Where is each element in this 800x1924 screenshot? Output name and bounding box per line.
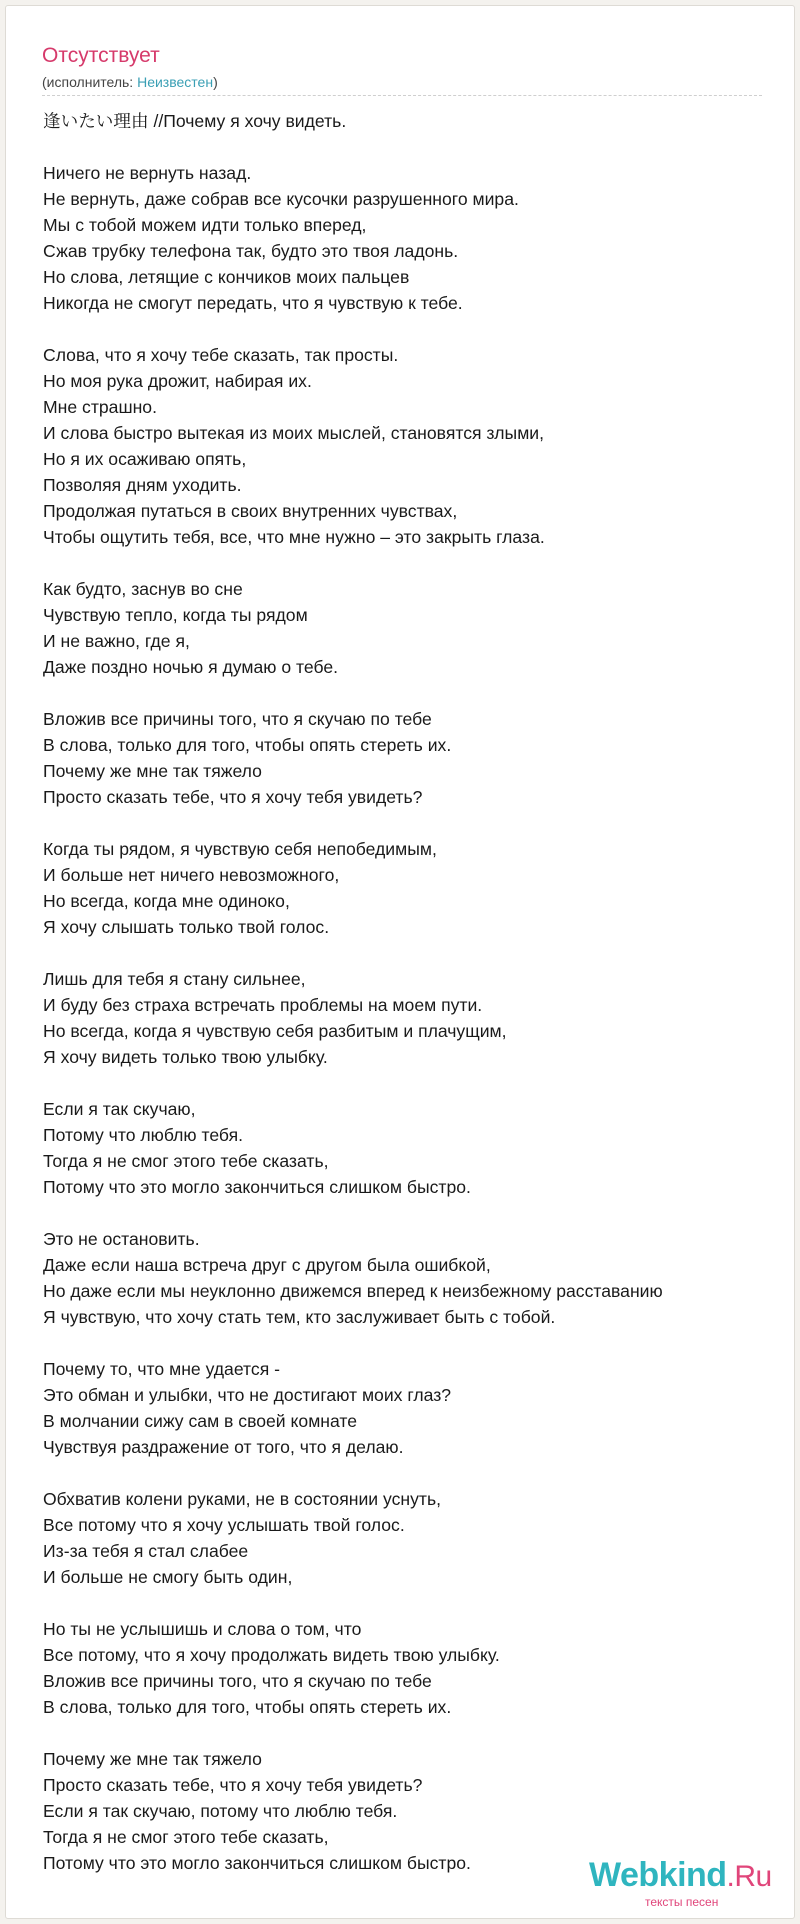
lyric-line: Мы с тобой можем идти только вперед, xyxy=(43,215,367,235)
lyric-line: Но я их осаживаю опять, xyxy=(43,449,247,469)
lyric-line: Слова, что я хочу тебе сказать, так просты. xyxy=(43,345,399,365)
lyric-line: Это не остановить. xyxy=(43,1229,200,1249)
lyric-line: Чувствуя раздражение от того, что я делаю. xyxy=(43,1437,404,1457)
lyric-line: Даже поздно ночью я думаю о тебе. xyxy=(43,657,339,677)
lyric-line: И не важно, где я, xyxy=(43,631,190,651)
lyric-line: Потому что это могло закончиться слишком быстро. xyxy=(43,1853,471,1873)
lyrics-body xyxy=(43,108,768,1902)
lyric-line: Почему же мне так тяжело xyxy=(43,1749,262,1769)
lyric-line: Тогда я не смог этого тебе сказать, xyxy=(43,1827,329,1847)
lyrics-stanza xyxy=(43,1356,768,1460)
lyric-line: Но всегда, когда мне одиноко, xyxy=(43,891,290,911)
lyric-line: 逢いたい理由 //Почему я хочу видеть. xyxy=(43,111,347,131)
lyrics-stanza xyxy=(43,1616,768,1720)
lyric-line: Потому что люблю тебя. xyxy=(43,1125,244,1145)
lyric-line: И больше не смогу быть один, xyxy=(43,1567,293,1587)
logo-tld: .Ru xyxy=(726,1860,772,1893)
lyric-line: Но всегда, когда я чувствую себя разбитым и плачущим, xyxy=(43,1021,507,1041)
lyric-line: Мне страшно. xyxy=(43,397,157,417)
logo-tagline: тексты песен xyxy=(645,1895,719,1909)
lyric-line: Ничего не вернуть назад. xyxy=(43,163,252,183)
lyric-line: Не вернуть, даже собрав все кусочки разрушенного мира. xyxy=(43,189,519,209)
lyric-line: Я хочу слышать только твой голос. xyxy=(43,917,330,937)
lyric-line: Я хочу видеть только твою улыбку. xyxy=(43,1047,328,1067)
lyrics-page xyxy=(5,5,795,1919)
lyric-line: Когда ты рядом, я чувствую себя непобедимым, xyxy=(43,839,437,859)
lyric-line: Как будто, заснув во сне xyxy=(43,579,243,599)
artist-suffix: ) xyxy=(213,74,218,90)
divider xyxy=(42,95,762,96)
artist-link[interactable]: Неизвестен xyxy=(137,74,214,90)
lyric-line: Чувствую тепло, когда ты рядом xyxy=(43,605,308,625)
lyric-line: Все потому, что я хочу продолжать видеть твою улыбку. xyxy=(43,1645,500,1665)
lyric-line: В слова, только для того, чтобы опять стереть их. xyxy=(43,735,452,755)
lyric-line: Это обман и улыбки, что не достигают моих глаз? xyxy=(43,1385,452,1405)
lyric-line: Если я так скучаю, xyxy=(43,1099,196,1119)
lyrics-stanza xyxy=(43,836,768,940)
lyric-line: И буду без страха встречать проблемы на моем пути. xyxy=(43,995,483,1015)
lyric-line: Никогда не смогут передать, что я чувствую к тебе. xyxy=(43,293,463,313)
lyrics-stanza xyxy=(43,108,768,134)
lyric-line: Но слова, летящие с кончиков моих пальцев xyxy=(43,267,410,287)
lyric-line: В слова, только для того, чтобы опять стереть их. xyxy=(43,1697,452,1717)
song-title: Отсутствует xyxy=(42,44,160,67)
artist-prefix: (исполнитель: xyxy=(42,74,138,90)
lyric-line: Потому что это могло закончиться слишком быстро. xyxy=(43,1177,471,1197)
lyric-line: Но ты не услышишь и слова о том, что xyxy=(43,1619,362,1639)
lyric-line: Просто сказать тебе, что я хочу тебя увидеть? xyxy=(43,1775,423,1795)
lyric-line: Но моя рука дрожит, набирая их. xyxy=(43,371,312,391)
webkind-logo[interactable] xyxy=(589,1856,789,1916)
lyric-line: Лишь для тебя я стану сильнее, xyxy=(43,969,306,989)
lyric-line: Я чувствую, что хочу стать тем, кто заслуживает быть с тобой. xyxy=(43,1307,556,1327)
lyrics-stanza xyxy=(43,1096,768,1200)
logo-name: Webkind xyxy=(589,1856,727,1894)
lyrics-stanza xyxy=(43,342,768,550)
lyric-line: Сжав трубку телефона так, будто это твоя ладонь. xyxy=(43,241,459,261)
lyric-line: Тогда я не смог этого тебе сказать, xyxy=(43,1151,329,1171)
artist-line xyxy=(42,74,218,90)
lyric-line: Вложив все причины того, что я скучаю по тебе xyxy=(43,1671,432,1691)
lyrics-stanza xyxy=(43,706,768,810)
lyric-line: Если я так скучаю, потому что люблю тебя. xyxy=(43,1801,398,1821)
lyric-line: Даже если наша встреча друг с другом была ошибкой, xyxy=(43,1255,491,1275)
lyric-line: Позволяя дням уходить. xyxy=(43,475,242,495)
lyrics-stanza xyxy=(43,966,768,1070)
lyric-line: Но даже если мы неуклонно движемся вперед к неизбежному расставанию xyxy=(43,1281,663,1301)
lyric-line: И больше нет ничего невозможного, xyxy=(43,865,340,885)
lyric-line: Просто сказать тебе, что я хочу тебя увидеть? xyxy=(43,787,423,807)
lyrics-stanza xyxy=(43,1226,768,1330)
lyric-line: И слова быстро вытекая из моих мыслей, становятся злыми, xyxy=(43,423,545,443)
lyric-line: Обхватив колени руками, не в состоянии уснуть, xyxy=(43,1489,442,1509)
lyric-line: Продолжая путаться в своих внутренних чувствах, xyxy=(43,501,458,521)
lyric-line: Почему то, что мне удается - xyxy=(43,1359,280,1379)
lyric-line: Чтобы ощутить тебя, все, что мне нужно – это закрыть глаза. xyxy=(43,527,545,547)
lyric-line: Почему же мне так тяжело xyxy=(43,761,262,781)
lyric-line: Вложив все причины того, что я скучаю по тебе xyxy=(43,709,432,729)
lyric-line: В молчании сижу сам в своей комнате xyxy=(43,1411,358,1431)
lyric-line: Из-за тебя я стал слабее xyxy=(43,1541,249,1561)
lyrics-stanza xyxy=(43,160,768,316)
lyrics-stanza xyxy=(43,576,768,680)
lyric-line: Все потому что я хочу услышать твой голос. xyxy=(43,1515,405,1535)
lyrics-stanza xyxy=(43,1486,768,1590)
logo-wordmark xyxy=(589,1856,772,1895)
